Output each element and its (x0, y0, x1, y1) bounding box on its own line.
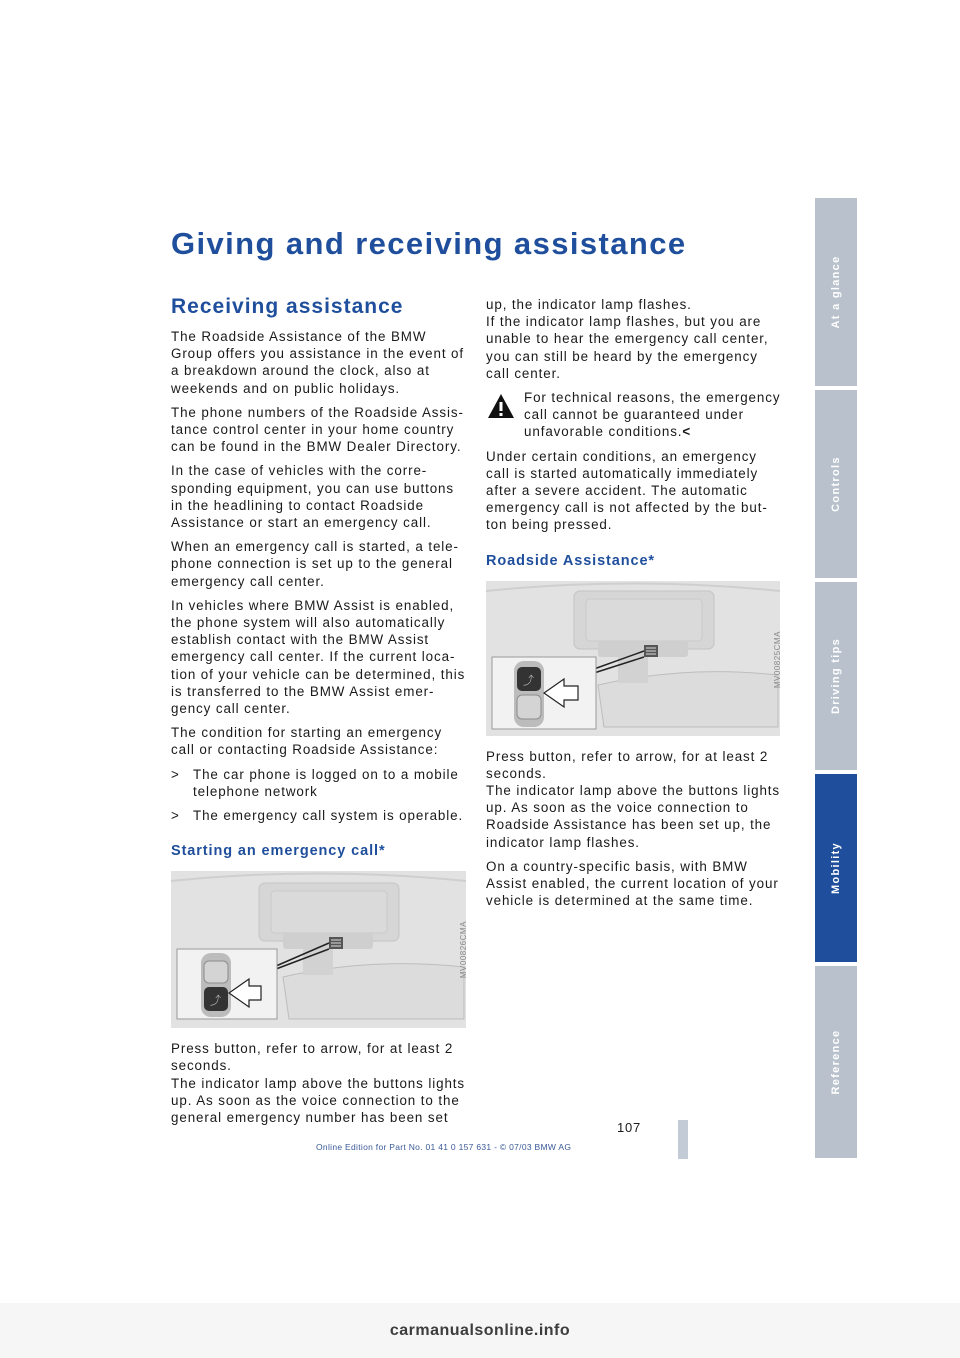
tab-mobility[interactable]: Mobility (815, 774, 857, 964)
page-title: Giving and receiving assistance (171, 226, 687, 261)
chapter-tabs (815, 198, 857, 1160)
paragraph: Press button, refer to arrow, for at least 2 seconds. The indicator lamp above the buttons lights up. As soon as the voice connection to Roadside Assistance has been set up, the indicator lamp flashes. (486, 748, 781, 850)
bullet-marker: > (171, 808, 180, 824)
list-item (171, 807, 466, 824)
headliner-illustration (171, 871, 466, 1028)
paragraph: In vehicles where BMW Assist is enabled, the phone system will also automatically establish contact with the BMW Assist emergency call center. If the current loca-tion of your vehicle can be determined, this is transferred to the BMW Assist emer-gency call center. (171, 597, 466, 717)
paragraph: In the case of vehicles with the corre-sponding equipment, you can use buttons in the headlining to contact Roadside Assistance or start an emergency call. (171, 463, 455, 531)
paragraph: The Roadside Assistance of the BMW Group offers you assistance in the event of a breakdown around the clock, also at weekends and on public holidays. (171, 329, 465, 396)
subsection-heading: Starting an emergency call* (171, 843, 386, 860)
bullet-marker: > (171, 766, 180, 782)
site-footer (0, 1303, 960, 1358)
right-column (486, 296, 781, 916)
warning-triangle-icon (486, 391, 516, 421)
paragraph: The phone numbers of the Roadside Assis-tance control center in your home country can be found in the BMW Dealer Directory. (171, 404, 464, 455)
tab-driving-tips[interactable]: Driving tips (815, 582, 857, 772)
page-marker-bar (678, 1120, 688, 1159)
tab-reference[interactable]: Reference (815, 966, 857, 1160)
edition-note: Online Edition for Part No. 01 41 0 157 631 - © 07/03 BMW AG (316, 1142, 572, 1152)
section-heading: Receiving assistance (171, 295, 404, 318)
tab-at-a-glance[interactable]: At a glance (815, 198, 857, 388)
roadside-assistance-figure (486, 581, 780, 736)
left-column (171, 295, 466, 1133)
page-number: 107 (617, 1120, 642, 1135)
end-marker: < (682, 424, 692, 440)
list-item (171, 766, 466, 800)
figure-code: MV00825CMA (772, 630, 782, 688)
paragraph: Under certain conditions, an emergency call is started automatically immediately after a severe accident. The automatic emergency call is not affected by the but-ton being pressed. (486, 448, 768, 533)
paragraph: When an emergency call is started, a tele-phone connection is set up to the general emergency call center. (171, 539, 459, 589)
list-item-text: The car phone is logged on to a mobile telephone network (193, 766, 459, 799)
headliner-illustration (486, 581, 780, 736)
footer-site-link[interactable]: carmanualsonline.info (389, 1322, 571, 1339)
figure-code: MV00826CMA (458, 921, 468, 979)
svg-text:⤴: ⤴ (210, 994, 222, 1008)
svg-text:⤴: ⤴ (523, 673, 535, 687)
list-item-text: The emergency call system is operable. (193, 808, 464, 824)
paragraph: On a country-specific basis, with BMW Assist enabled, the current location of your vehicle is determined at the same time. (486, 858, 779, 909)
paragraph: The condition for starting an emergency call or contacting Roadside Assistance: (171, 725, 443, 758)
warning-text: For technical reasons, the emergency call cannot be guaranteed under unfavorable conditions.< (524, 390, 781, 440)
tab-controls[interactable]: Controls (815, 390, 857, 580)
paragraph: up, the indicator lamp flashes. If the indicator lamp flashes, but you are unable to hear the emergency call center, you can still be heard by the emergency call center. (486, 297, 769, 381)
warning-note (486, 389, 781, 448)
paragraph: Press button, refer to arrow, for at least 2 seconds. The indicator lamp above the buttons lights up. As soon as the voice connection to the general emergency number has been set (171, 1041, 466, 1126)
subsection-heading: Roadside Assistance* (486, 552, 655, 569)
emergency-call-figure (171, 871, 466, 1028)
